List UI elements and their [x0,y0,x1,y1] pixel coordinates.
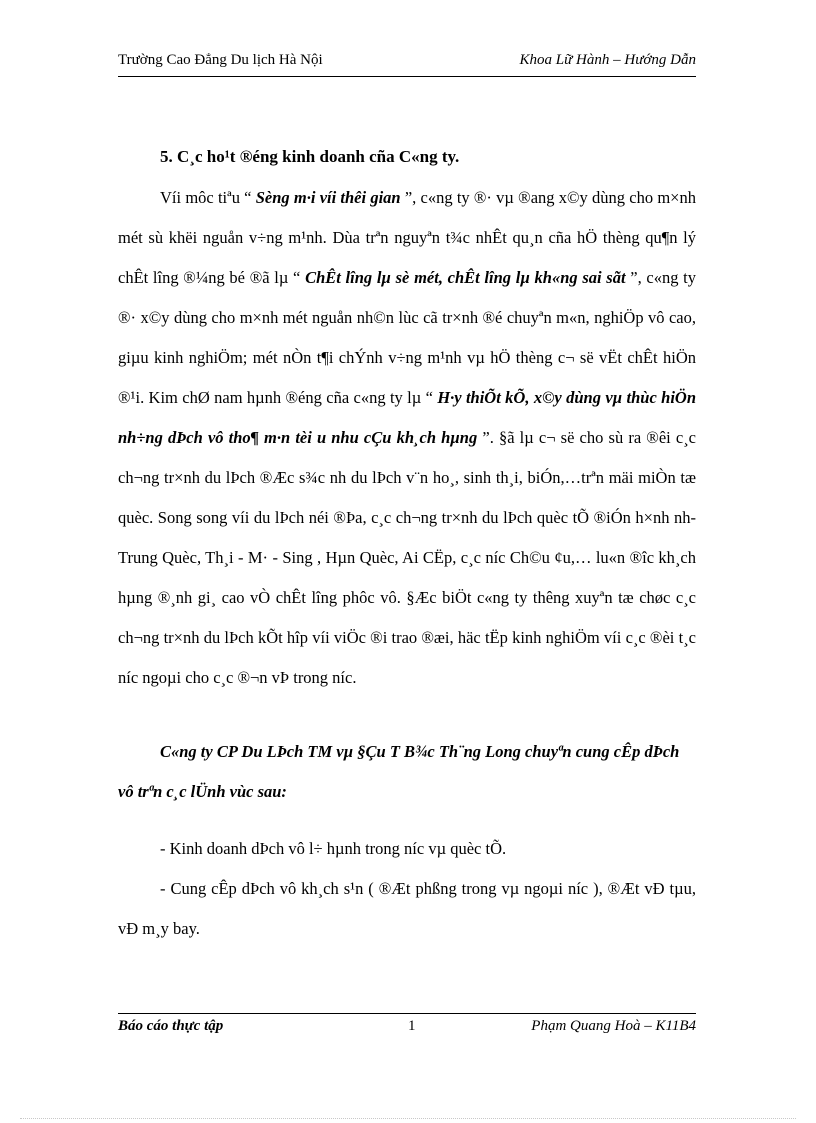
header-divider [118,76,696,77]
page-header [118,52,696,74]
paragraph-text: Víi môc tiªu “ [160,188,256,207]
page-number: 1 [408,1018,416,1034]
slogan-text: Sèng m·i víi thêi gian [255,188,401,207]
guiding-principle: H·y thiÕt kÕ, x©y dùng vµ thùc hiÖn nh÷ng dÞch vô tho¶ m·n tèi u nhu cÇu kh¸ch hµng [118,388,696,447]
paragraph-intro [118,178,696,698]
footer-divider [118,1013,696,1014]
document-body [118,140,696,949]
quality-motto: ChÊt lîng lµ sè mét, chÊt lîng lµ kh«ng sai sãt [305,268,626,287]
services-subheading: C«ng ty CP Du LÞch TM vµ §Çu T B¾c Th¨ng Long chuyªn cung cÊp dÞch vô trªn c¸c lÜnh vùc sau: [118,742,680,801]
paragraph-text: ”. §ã lµ c¬ së cho sù ra ®êi c¸c ch¬ng tr×nh du lÞch ®Æc s¾c nh du lÞch v¨n ho¸, sinh th¸i, biÓn,…trªn mäi miÒn tæ quèc. Song song víi du lÞch néi ®Þa, c¸c ch¬ng tr×nh du lÞch quèc tÕ ®iÓn h×nh nh Trung Quèc, Th¸i - M· - Sing , Hµn Quèc, Ai CËp, c¸c níc Ch©u ¢u,… lu«n ®îc kh¸ch hµng ®¸nh gi¸ cao vÒ chÊt lîng phôc vô. §Æc biÖt c«ng ty thêng xuyªn tæ chøc c¸c ch¬ng tr×nh du lÞch kÕt hîp víi viÖc ®i trao ®æi, häc tËp kinh nghiÖm víi c¸c ®èi t¸c níc ngoµi cho c¸c ®¬n vÞ trong níc. [118,428,697,687]
header-school-name: Trường Cao Đẳng Du lịch Hà Nội [118,52,323,68]
footer-report-title: Báo cáo thực tập [118,1018,224,1034]
list-item: - Kinh doanh dÞch vô l÷ hµnh trong níc vµ quèc tÕ. [160,838,507,858]
header-department: Khoa Lữ Hành – Hướng Dẫn [519,52,696,68]
paragraph-text: ”, c«ng ty ®· vµ ®ang x©y dùng cho m×nh mét sù khëi nguån v÷ng m¹nh. Dùa trªn nguyªn t¾c nhÊt qu¸n cña hÖ thèng qu¶n lý chÊt lîng ®¼ng bé ®ã lµ “ [118,188,696,287]
section-heading: 5. C¸c ho¹t ®éng kinh doanh cña C«ng ty. [160,147,460,166]
list-item: - Cung cÊp dÞch vô kh¸ch s¹n ( ®Æt phßng trong vµ ngoµi níc ), ®Æt vÐ tµu, vÐ m¸y bay. [118,878,696,938]
footer-author: Phạm Quang Hoà – K11B4 [531,1018,696,1034]
paragraph-text: ”, c«ng ty ®· x©y dùng cho m×nh mét nguån nh©n lùc cã tr×nh ®é chuyªn m«n, nghiÖp vô cao, giµu kinh nghiÖm; mét nÒn t¶i chÝnh v÷ng m¹nh vµ hÖ thèng c¬ së vËt chÊt hiÖn ®¹i. Kim chØ nam hµnh ®éng cña c«ng ty lµ “ [118,268,697,407]
page-footer [118,1018,696,1040]
page-edge-dotted-line [20,1118,796,1119]
